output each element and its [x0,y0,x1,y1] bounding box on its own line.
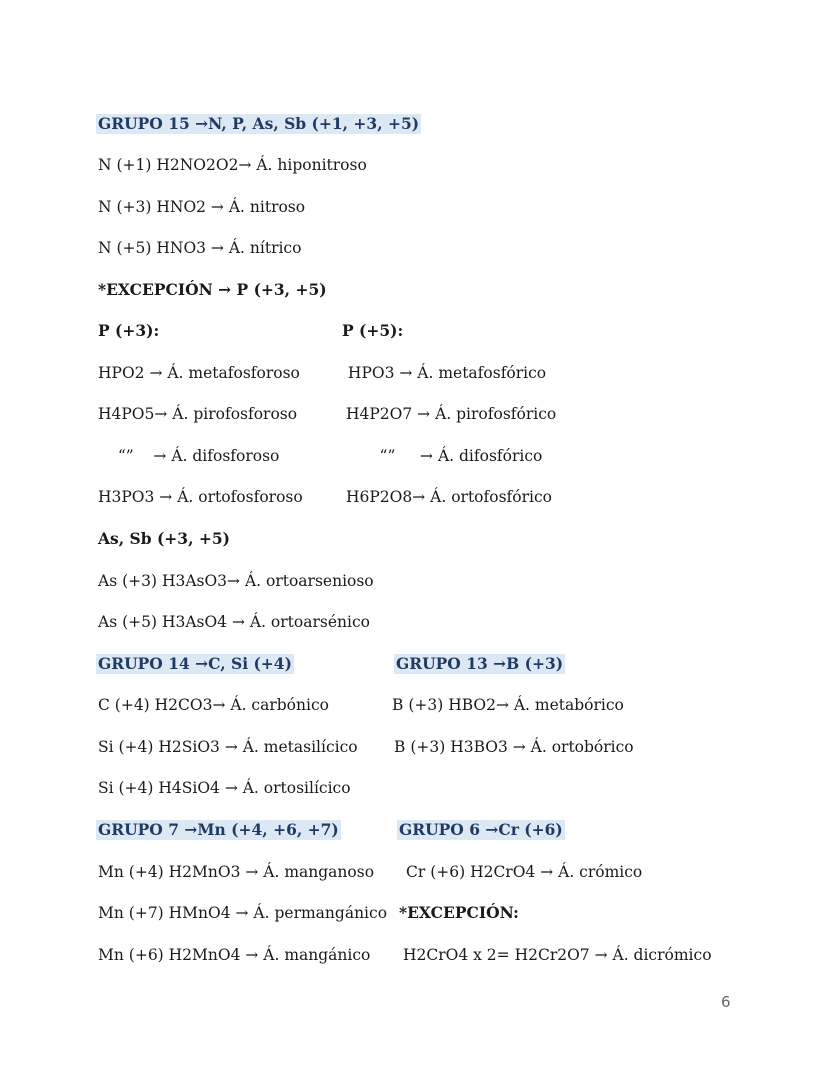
as-line-2: As (+5) H3AsO4 → Á. ortoarsénico [98,613,370,631]
p3-line-3: “” → Á. difosforoso [108,447,280,465]
group15-line-1: N (+1) H2NO2O2→ Á. hiponitroso [98,156,367,174]
p5-line-1: HPO3 → Á. metafosfórico [343,364,547,382]
group7-line-2: Mn (+7) HMnO4 → Á. permangánico [98,904,388,922]
p5-line-4: H6P2O8→ Á. ortofosfórico [346,488,552,506]
p3-line-2: H4PO5→ Á. pirofosforoso [98,405,298,423]
group7-line-1: Mn (+4) H2MnO3 → Á. manganoso [98,863,375,881]
group7-heading: GRUPO 7 →Mn (+4, +6, +7) [98,820,339,839]
phosphorus-exception: *EXCEPCIÓN → P (+3, +5) [98,280,327,299]
group13-line-1: B (+3) HBO2→ Á. metabórico [392,696,624,714]
as-line-1: As (+3) H3AsO3→ Á. ortoarsenioso [98,572,374,590]
group15-line-3: N (+5) HNO3 → Á. nítrico [98,239,302,257]
group14-line-1: C (+4) H2CO3→ Á. carbónico [98,696,329,714]
group13-line-2: B (+3) H3BO3 → Á. ortobórico [394,738,634,756]
p3-line-1: HPO2 → Á. metafosforoso [98,364,300,382]
group7-line-3: Mn (+6) H2MnO4 → Á. mangánico [98,946,371,964]
group15-heading: GRUPO 15 →N, P, As, Sb (+1, +3, +5) [98,114,420,133]
group14-heading: GRUPO 14 →C, Si (+4) [98,654,292,673]
p5-label: P (+5): [342,321,404,340]
p3-line-4: H3PO3 → Á. ortofosforoso [98,488,303,506]
chromium-exception: *EXCEPCIÓN: [399,903,519,922]
p5-line-2: H4P2O7 → Á. pirofosfórico [346,405,557,423]
group6-line-1: Cr (+6) H2CrO4 → Á. crómico [406,863,643,881]
p5-line-3: “” → Á. difosfórico [350,447,543,465]
chromium-exception-line: H2CrO4 x 2= H2Cr2O7 → Á. dicrómico [403,946,712,964]
group14-line-3: Si (+4) H4SiO4 → Á. ortosilícico [98,779,351,797]
page-number: 6 [721,993,731,1011]
as-sb-label: As, Sb (+3, +5) [98,529,230,548]
group14-line-2: Si (+4) H2SiO3 → Á. metasilícico [98,738,358,756]
group13-heading: GRUPO 13 →B (+3) [396,654,564,673]
group15-line-2: N (+3) HNO2 → Á. nitroso [98,198,306,216]
group6-heading: GRUPO 6 →Cr (+6) [399,820,563,839]
p3-label: P (+3): [98,321,160,340]
